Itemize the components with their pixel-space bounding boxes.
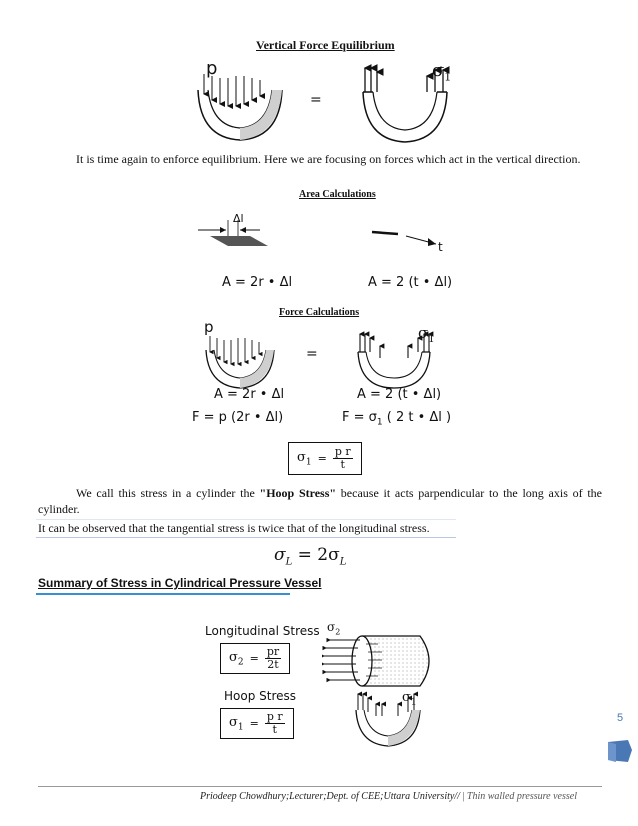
long-sigma2-label: $\sigma_2$	[327, 620, 341, 637]
footer	[200, 791, 577, 802]
longitudinal-cylinder-figure	[322, 630, 442, 697]
summary-underline	[36, 593, 290, 595]
force-calculations-title: Force Calculations	[279, 307, 360, 318]
hoop-box-eq: =	[317, 452, 327, 465]
hoop-stress-equation-box	[288, 442, 362, 475]
pressure-half-cylinder-icon	[190, 60, 290, 145]
longitudinal-stress-box: $\sigma_2$ = $\frac{pr}{2t}$	[220, 643, 290, 674]
area-calculations-title: Area Calculations	[299, 189, 376, 200]
force-pressure-icon	[200, 328, 280, 390]
vertical-force-title: Vertical Force Equilibrium	[256, 38, 395, 52]
p-label: p	[206, 58, 218, 79]
page-curl-icon	[604, 738, 634, 764]
footer-topic: Thin walled pressure vessel	[466, 791, 577, 802]
hoop-box-fraction: $\frac{\text{p r}}{t}$	[334, 445, 351, 471]
force-sigma1-label: $\sigma_1$	[418, 324, 435, 345]
force-equals-sign: =	[306, 346, 318, 362]
paragraph-equilibrium: It is time again to enforce equilibrium. Here we are focusing on forces which act in the vertical direction.	[76, 152, 581, 166]
force-right-area-equation: A = 2 (t • Δl)	[357, 387, 442, 402]
delta-l-label: Δl	[233, 212, 244, 225]
footer-separator: |	[462, 791, 465, 802]
force-left-equation: F = p (2r • Δl)	[192, 410, 284, 425]
t-label: t	[438, 240, 443, 254]
summary-hoop-stress-box: $\sigma_1$ = $\frac{\text{p r}}{t}$	[220, 708, 294, 739]
sigma1-label: $\sigma_1$	[432, 60, 452, 84]
paragraph-hoop-stress: We call this stress in a cylinder the "Hoop Stress" because it acts parpendicular to the long axis of the cylinder.	[38, 486, 603, 516]
area-right-equation: A = 2 (t • Δl)	[368, 275, 453, 290]
hoop-box-lhs: $\sigma_1$	[297, 449, 312, 468]
longitudinal-stress-label: Longitudinal Stress	[205, 624, 320, 638]
stress-relation-formula: $\sigma_L = 2\sigma_L$	[274, 545, 347, 568]
force-right-equation: $F = \sigma_1$ ( 2 t • Δl )	[342, 410, 452, 428]
force-left-area-equation: A = 2r • Δl	[214, 387, 285, 402]
equals-sign: =	[310, 92, 322, 108]
summary-sigma1-label: $\sigma_1$	[402, 690, 417, 708]
force-p-label: p	[204, 318, 214, 336]
footer-author: Priodeep Chowdhury;Lecturer;Dept. of CEE;Uttara University//	[200, 791, 460, 802]
area-left-equation: A = 2r • Δl	[222, 275, 293, 290]
paragraph-tangential-twice: It can be observed that the tangential stress is twice that of the longitudinal stress.	[38, 521, 430, 535]
longitudinal-cylinder-icon	[322, 630, 442, 692]
hoop-stress-label: Hoop Stress	[224, 689, 297, 703]
footer-rule	[38, 786, 602, 787]
page-corner-decoration	[604, 738, 634, 769]
summary-heading: Summary of Stress in Cylindrical Pressure Vessel	[38, 576, 322, 590]
page-number: 5	[617, 712, 624, 724]
force-pressure-figure	[200, 328, 280, 395]
pressure-half-cylinder-figure	[190, 60, 290, 150]
